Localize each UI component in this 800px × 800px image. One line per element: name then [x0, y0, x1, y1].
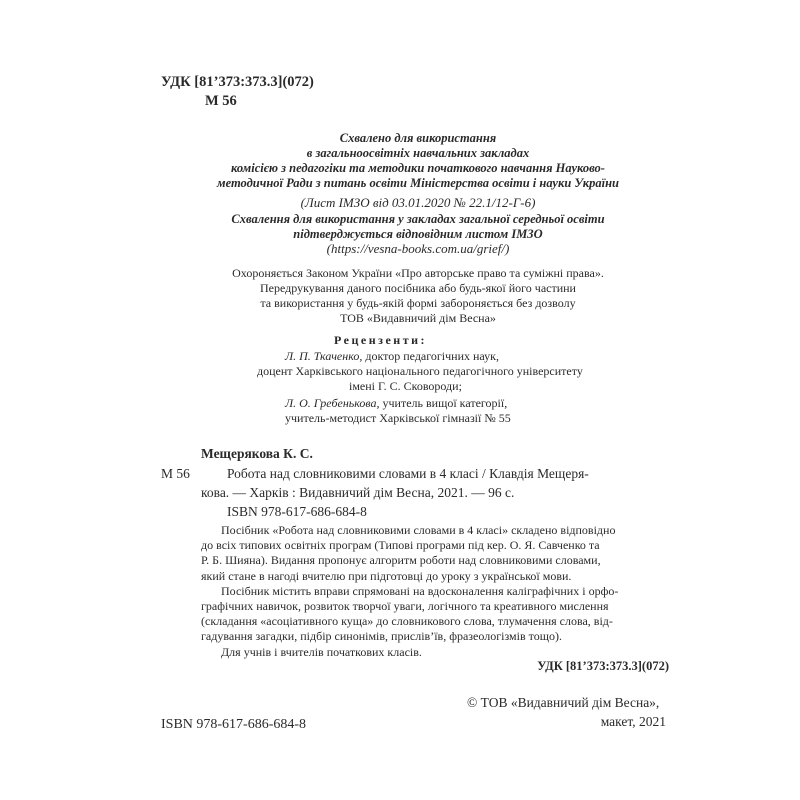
catalog-code: М 56: [205, 93, 237, 109]
approval-line: методичної Ради з питань освіти Міністерства освіти і науки України: [217, 176, 619, 190]
reviewer-2: Л. О. Гребенькова, учитель вищої категорії,: [285, 396, 508, 410]
annotation-line: графічних навичок, розвиток творчої уваги, логічного та креативного мислення: [201, 599, 609, 614]
footer-copyright-year: макет, 2021: [600, 714, 666, 729]
annotation: [201, 523, 663, 660]
biblio-line: Робота над словниковими словами в 4 класі / Клавдія Мещеря-: [227, 466, 589, 481]
reviewers-title: Рецензенти:: [334, 333, 428, 347]
notice-line: Охороняється Законом України «Про авторське право та суміжні права».: [232, 266, 604, 280]
book-author: Мещерякова К. С.: [201, 446, 313, 461]
annotation-line: Посібник «Робота над словниковими словами в 4 класі» складено відповідно: [221, 523, 616, 537]
reviewer-2-affiliation: учитель-методист Харківської гімназії № 55: [285, 411, 511, 425]
confirm-line: підтверджується відповідним листом ІМЗО: [293, 227, 543, 241]
copyright-notice: [153, 266, 683, 326]
notice-line: Передрукування даного посібника або будь-якої його частини: [260, 281, 576, 295]
approval-url: (https://vesna-books.com.ua/grief/): [326, 241, 510, 256]
notice-line: та використання у будь-якій формі забороняється без дозволу: [260, 296, 576, 310]
notice-line: ТОВ «Видавничий дім Весна»: [340, 311, 496, 325]
annotation-line: до всіх типових освітніх програм (Типові програми під кер. О. Я. Савченко та: [201, 538, 600, 553]
reviewer-1: Л. П. Ткаченко, доктор педагогічних наук,: [285, 349, 499, 363]
footer-copyright: © ТОВ «Видавничий дім Весна»,: [467, 695, 660, 710]
annotation-udk: УДК [81’373:373.3](072): [537, 659, 669, 673]
approval-letter: (Лист ІМЗО від 03.01.2020 № 22.1/12-Г-6): [300, 195, 536, 210]
approval-line: Схвалено для використання: [339, 131, 497, 145]
reviewer-1-affiliation: імені Г. С. Сковороди;: [349, 379, 462, 393]
annotation-line: (складання «асоціативного куща» до словникового слова, тлумачення слова, від-: [201, 614, 613, 629]
footer-isbn: ISBN 978-617-686-684-8: [161, 717, 307, 732]
annotation-line: який стане в нагоді вчителю при підготовці до уроку з української мови.: [201, 568, 572, 583]
approval-line: в загальноосвітніх навчальних закладах: [306, 146, 530, 160]
annotation-line: Р. Б. Шияна). Видання пропонує алгоритм роботи над словниковими словами,: [201, 553, 601, 568]
reviewer-name: Л. П. Ткаченко,: [285, 349, 363, 363]
biblio-isbn: ISBN 978-617-686-684-8: [227, 504, 367, 519]
approval-line: комісією з педагогіки та методики початкового навчання Науково-: [231, 161, 605, 175]
annotation-audience: Для учнів і вчителів початкових класів.: [221, 644, 422, 659]
annotation-line: гадування загадки, підбір синонімів, прислів’їв, фразеологізмів тощо).: [201, 629, 562, 644]
approval-block: [153, 131, 683, 191]
confirm-line: Схвалення для використання у закладах загальної середньої освіти: [231, 212, 605, 226]
udk-code: УДК [81’373:373.3](072): [161, 74, 314, 90]
reviewer-1-affiliation: доцент Харківського національного педагогічного університету: [257, 364, 583, 378]
confirm-block: [153, 212, 683, 242]
reviewer-name: Л. О. Гребенькова,: [285, 396, 380, 410]
annotation-line: Посібник містить вправи спрямовані на вдосконалення каліграфічних і орфо-: [221, 583, 619, 598]
biblio-line: кова. — Харків : Видавничий дім Весна, 2021. — 96 с.: [201, 485, 515, 500]
biblio-code: М 56: [161, 466, 190, 481]
